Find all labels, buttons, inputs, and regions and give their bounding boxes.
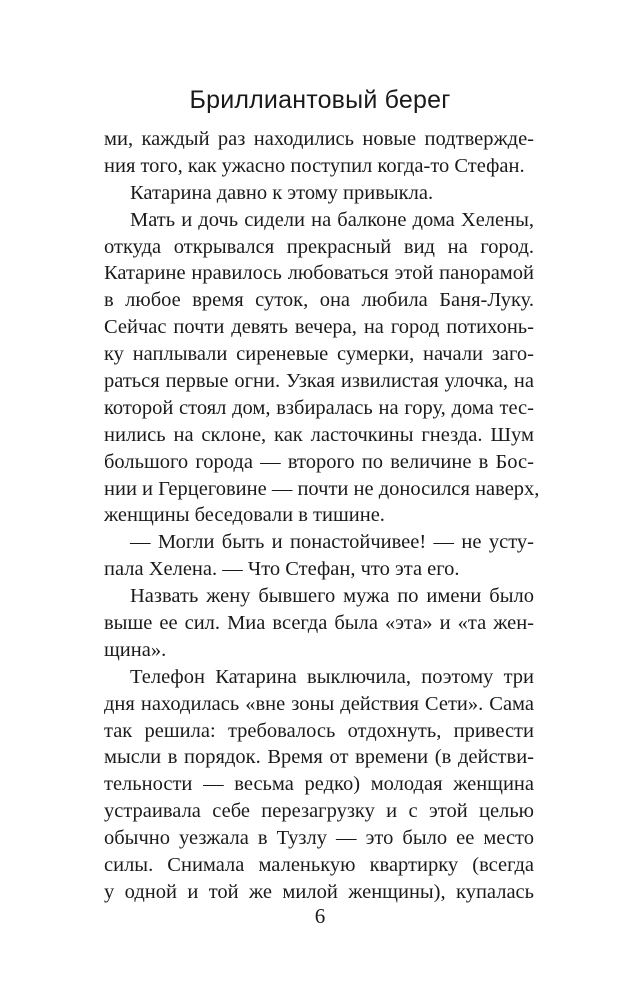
text-line: раться первые огни. Узкая извилистая улочка, на — [104, 370, 534, 393]
text-line: Назвать жену бывшего мужа по имени было — [130, 585, 534, 608]
text-line: откуда открывался прекрасный вид на город. — [104, 235, 534, 258]
text-line: женщины беседовали в тишине. — [104, 504, 385, 527]
text-line: которой стоял дом, взбиралась на гору, дома тес- — [104, 396, 534, 419]
text-line: пала Хелена. — Что Стефан, что эта его. — [104, 558, 460, 581]
text-line: — Могли быть и понастойчивее! — не усту- — [130, 531, 534, 554]
body-text — [104, 126, 540, 906]
text-line: большого города — второго по величине в Бос- — [104, 450, 534, 473]
text-line: Сейчас почти девять вечера, на город потихонь- — [104, 316, 534, 339]
page-number: 6 — [314, 904, 326, 928]
text-line: щина». — [104, 638, 167, 661]
text-line: у одной и той же милой женщины), купалась — [104, 880, 534, 903]
text-line: ми, каждый раз находились новые подтвержде- — [104, 128, 534, 150]
text-line: мысли в порядок. Время от времени (в действи- — [104, 746, 534, 769]
text-line: выше ее сил. Миа всегда была «эта» и «та жен- — [104, 612, 534, 635]
text-line: нии и Герцеговине — почти не доносился наверх, — [104, 477, 540, 500]
text-line: дня находилась «вне зоны действия Сети». Сама — [104, 692, 534, 715]
text-line: в любое время суток, она любила Баня-Луку. — [104, 289, 534, 312]
text-line: силы. Снимала маленькую квартирку (всегда — [104, 854, 534, 877]
text-line: Катарине нравилось любоваться этой панорамой — [104, 262, 534, 285]
text-line: Мать и дочь сидели на балконе дома Хелены, — [130, 208, 534, 231]
running-title: Бриллиантовый берег — [189, 86, 451, 114]
text-line: так решила: требовалось отдохнуть, привести — [104, 719, 534, 742]
text-line: нились на склоне, как ласточкины гнезда. Шум — [104, 423, 534, 446]
text-line: ку наплывали сиреневые сумерки, начали заго- — [104, 343, 534, 366]
text-line: ния того, как ужасно поступил когда-то Стефан. — [104, 154, 525, 177]
text-line: обычно уезжала в Тузлу — это было ее место — [104, 827, 534, 850]
text-line: Катарина давно к этому привыкла. — [130, 181, 434, 204]
text-line: Телефон Катарина выключила, поэтому три — [130, 665, 534, 688]
text-line: устраивала себе перезагрузку и с этой целью — [104, 800, 534, 823]
text-line: тельности — весьма редко) молодая женщина — [104, 773, 534, 796]
